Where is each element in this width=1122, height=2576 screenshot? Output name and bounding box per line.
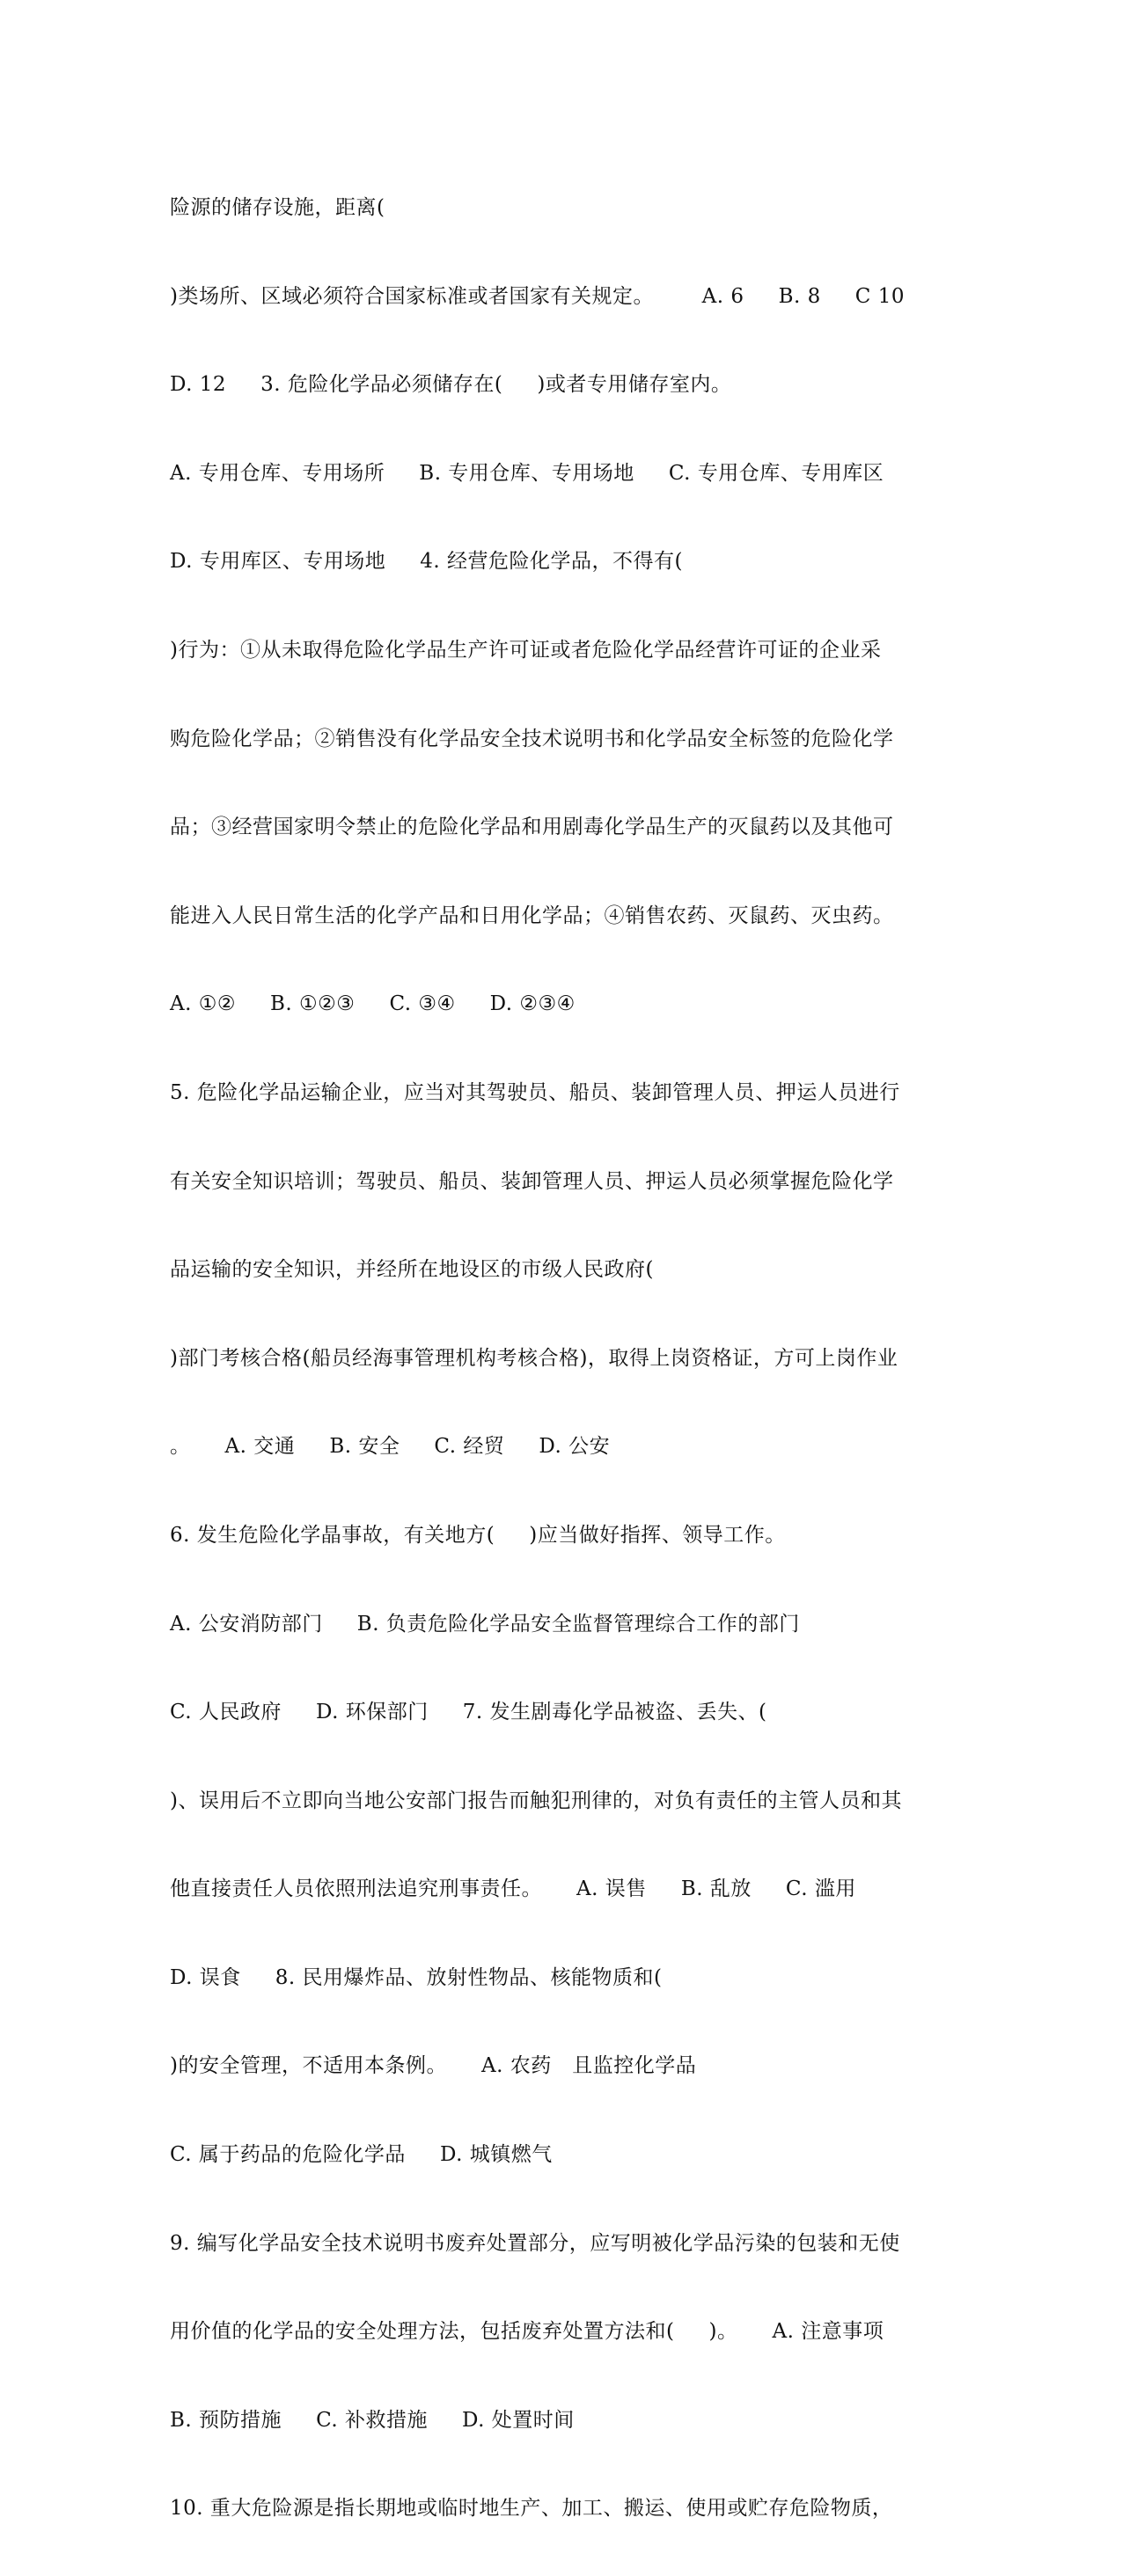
text-line: 有关安全知识培训；驾驶员、船员、装卸管理人员、押运人员必须掌握危险化学 [170,1169,894,1193]
text-line: 险源的储存设施，距离( [170,196,385,219]
text-line: A. 专用仓库、专用场所 B. 专用仓库、专用场地 C. 专用仓库、专用库区 [170,461,884,485]
text-line: C. 人民政府 D. 环保部门 7. 发生剧毒化学品被盗、丢失、( [170,1701,767,1724]
text-line: C. 属于药品的危险化学品 D. 城镇燃气 [170,2143,553,2167]
text-line: 10. 重大危险源是指长期地或临时地生产、加工、搬运、使用或贮存危险物质， [170,2497,893,2521]
text-line: 9. 编写化学品安全技术说明书废弃处置部分，应写明被化学品污染的包装和无使 [170,2231,900,2255]
text-line: 他直接责任人员依照刑法追究刑事责任。 A. 误售 B. 乱放 C. 滥用 [170,1877,856,1901]
document-body [170,141,962,2576]
text-line: 6. 发生危险化学晶事故，有关地方( )应当做好指挥、领导工作。 [170,1523,786,1547]
text-line: 能进入人民日常生活的化学产品和日用化学品；④销售农药、灭鼠药、灭虫药。 [170,904,894,927]
text-line: )、误用后不立即向当地公安部门报告而触犯刑律的，对负有责任的主管人员和其 [170,1789,902,1812]
text-line: 品运输的安全知识，并经所在地设区的市级人民政府( [170,1258,654,1282]
text-line: )部门考核合格(船员经海事管理机构考核合格)，取得上岗资格证，方可上岗作业 [170,1346,898,1370]
text-line: )行为：①从未取得危险化学品生产许可证或者危险化学品经营许可证的企业采 [170,638,882,662]
text-line: B. 预防措施 C. 补救措施 D. 处置时间 [170,2408,575,2432]
text-line: A. 公安消防部门 B. 负责危险化学品安全监督管理综合工作的部门 [170,1612,800,1636]
text-line: D. 12 3. 危险化学品必须储存在( )或者专用储存室内。 [170,373,732,397]
text-line: A. ①② B. ①②③ C. ③④ D. ②③④ [170,992,576,1016]
text-line: 。 A. 交通 B. 安全 C. 经贸 D. 公安 [170,1435,611,1459]
text-line: 品；③经营国家明令禁止的危险化学品和用剧毒化学品生产的灭鼠药以及其他可 [170,816,894,839]
text-line: )类场所、区域必须符合国家标准或者国家有关规定。 A. 6 B. 8 C 10 [170,284,905,308]
text-line: 5. 危险化学品运输企业，应当对其驾驶员、船员、装卸管理人员、押运人员进行 [170,1080,900,1104]
text-line: 用价值的化学品的安全处理方法，包括废弃处置方法和( )。 A. 注意事项 [170,2320,884,2344]
text-line: D. 误食 8. 民用爆炸品、放射性物品、核能物质和( [170,1965,663,1989]
text-line: D. 专用库区、专用场地 4. 经营危险化学品，不得有( [170,550,684,574]
text-line: 购危险化学品；②销售没有化学品安全技术说明书和化学品安全标签的危险化学 [170,727,894,750]
text-line: )的安全管理，不适用本条例。 A. 农药 且监控化学品 [170,2054,697,2078]
